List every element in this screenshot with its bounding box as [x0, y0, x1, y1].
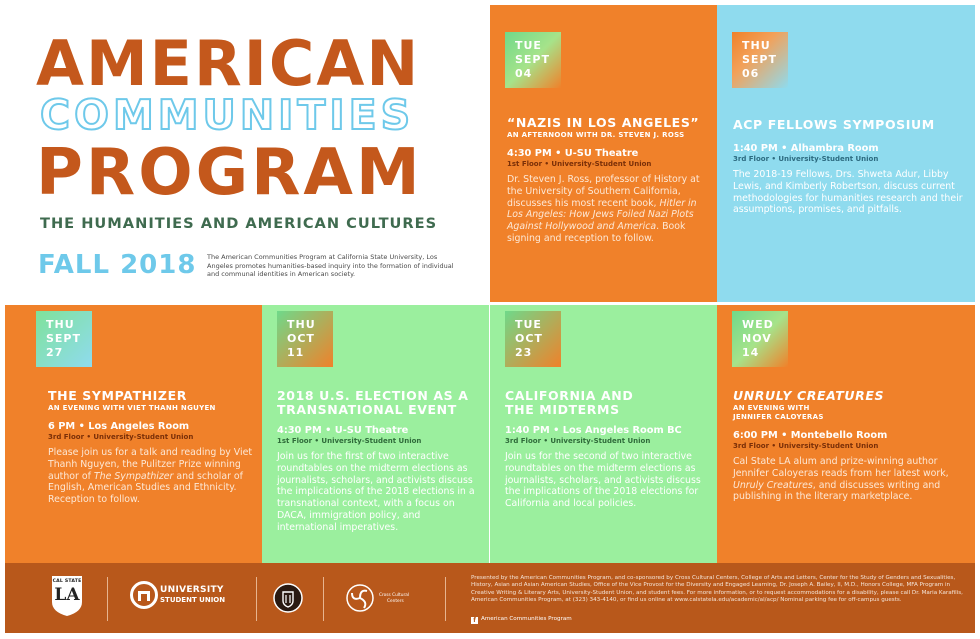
event-card-sept-27 [5, 305, 262, 563]
date-tag [505, 32, 561, 88]
date-month: OCT [287, 332, 315, 345]
event-card-sept-06 [717, 5, 975, 302]
facebook-link[interactable] [471, 616, 572, 624]
calstatela-logo-top: CAL STATE [52, 579, 82, 584]
date-month: NOV [742, 332, 772, 345]
title-communities: COMMUNITIES [40, 91, 415, 139]
date-number: 27 [46, 346, 64, 359]
ccc-logo-line2: Centers [387, 598, 404, 604]
footer-divider [256, 577, 257, 621]
facebook-icon: f [471, 617, 478, 624]
cross-cultural-centers-logo [345, 583, 435, 613]
ccc-logo-line1: Cross Cultural [379, 593, 410, 598]
footer-divider [107, 577, 108, 621]
event-description: The 2018-19 Fellows, Drs. Shweta Adur, Libby Lewis, and Kimberly Robertson, discuss current methodologies for humanities research and their assumptions, promises, and pitfalls. [733, 169, 963, 216]
date-number: 06 [742, 67, 760, 80]
calstatela-logo [50, 574, 84, 618]
event-title: “NAZIS IN LOS ANGELES” [507, 115, 700, 130]
event-subtitle-line2: JENNIFER CALOYERAS [733, 413, 824, 421]
swirl-icon [345, 583, 375, 613]
event-title: UNRULY CREATURES [733, 388, 885, 403]
date-day: THU [287, 318, 316, 331]
event-card-oct-23 [490, 305, 717, 563]
event-title-line1: CALIFORNIA AND [505, 388, 634, 403]
event-title-line2: TRANSNATIONAL EVENT [277, 402, 457, 417]
event-subtitle: AN AFTERNOON WITH DR. STEVEN J. ROSS [507, 131, 685, 139]
date-tag [277, 311, 333, 367]
event-title-line2: THE MIDTERMS [505, 402, 620, 417]
event-time: 6 PM • Los Angeles Room [48, 421, 190, 432]
event-description: Dr. Steven J. Ross, professor of History at the University of Southern California, discusses his most recent book, Hitler in Los Angeles: How Jews Foiled Nazi Plots Against Hollywood and America. Book signing and reception to follow. [507, 174, 700, 244]
event-location: 1st Floor • University-Student Union [507, 160, 652, 168]
event-card-nov-14 [717, 305, 975, 563]
date-number: 23 [515, 346, 533, 359]
event-description: Join us for the first of two interactive roundtables on the midterm elections as journalists, scholars, and activists discuss the implications of the 2018 elections in a transnational context, with a focus on DACA, immigration policy, and international imperatives. [277, 451, 475, 533]
date-day: TUE [515, 39, 542, 52]
date-tag [36, 311, 92, 367]
date-month: SEPT [515, 53, 551, 66]
event-time: 4:30 PM • U-SU Theatre [507, 148, 639, 159]
event-time: 6:00 PM • Montebello Room [733, 430, 888, 441]
event-title: THE SYMPATHIZER [48, 388, 187, 403]
date-number: 14 [742, 346, 760, 359]
date-number: 11 [287, 346, 305, 359]
usu-emblem-icon [130, 581, 158, 609]
date-tag [732, 311, 788, 367]
event-description: Cal State LA alum and prize-winning author Jennifer Caloyeras reads from her latest work, Unruly Creatures, and discusses writing and publishing in the literary marketplace. [733, 456, 949, 503]
event-subtitle-line1: AN EVENING WITH [733, 404, 810, 412]
date-day: THU [742, 39, 771, 52]
date-month: SEPT [46, 332, 82, 345]
title-program: PROGRAM [36, 136, 423, 210]
event-description: Please join us for a talk and reading by Viet Thanh Nguyen, the Pulitzer Prize winning author of The Sympathizer and scholar of English, American Studies and Ethnicity. Reception to follow. [48, 447, 253, 506]
usu-logo [130, 581, 240, 611]
event-card-sept-04 [490, 5, 717, 302]
event-location: 1st Floor • University-Student Union [277, 437, 422, 445]
footer-divider [445, 577, 446, 621]
event-time: 1:40 PM • Los Angeles Room BC [505, 425, 682, 436]
event-time: 4:30 PM • U-SU Theatre [277, 425, 409, 436]
event-time: 1:40 PM • Alhambra Room [733, 143, 879, 154]
event-card-oct-11 [262, 305, 489, 563]
event-title-line1: 2018 U.S. ELECTION AS A [277, 388, 469, 403]
title-american: AMERICAN [36, 27, 421, 100]
date-month: OCT [515, 332, 543, 345]
event-subtitle: AN EVENING WITH VIET THANH NGUYEN [48, 404, 216, 412]
usu-logo-line2: STUDENT UNION [160, 596, 226, 604]
date-month: SEPT [742, 53, 778, 66]
intro-text: The American Communities Program at California State University, Los Angeles promotes humanities-based inquiry into the formation of individual and communal identities in American society. [207, 253, 454, 279]
date-day: WED [742, 318, 774, 331]
footer-sponsors-text: Presented by the American Communities Program, and co-sponsored by Cross Cultural Centers, College of Arts and Letters, Center for the Study of Genders and Sexualities, History, Asian and Asian American Studies, Office of the Vice Provost for the Diversity and Engaged Learning, Dr. Joseph A. Bailey, II, M.D., Honors College, MFA Program in Creative Writing & Literary Arts, University-Student Union, and student fees. For more information, or to request accommodations for a disability, please call Dr. Maria Karafilis, American Communities Program, at (323) 343-4140, or find us online at www.calstatela.edu/academic/al/acp/ Nominal parking fee for off-campus guests. [471, 575, 963, 604]
date-tag [732, 32, 788, 88]
date-day: THU [46, 318, 75, 331]
date-day: TUE [515, 318, 542, 331]
event-description: Join us for the second of two interactive roundtables on the midterm elections as journalists, scholars, and activists discuss the implications of the 2018 elections for California and local policies. [505, 451, 701, 510]
footer-divider [323, 577, 324, 621]
date-tag [505, 311, 561, 367]
college-seal-icon [273, 583, 303, 613]
event-location: 3rd Floor • University-Student Union [48, 433, 194, 441]
date-number: 04 [515, 67, 533, 80]
event-title: ACP FELLOWS SYMPOSIUM [733, 117, 935, 132]
subtitle: THE HUMANITIES AND AMERICAN CULTURES [40, 215, 438, 232]
event-location: 3rd Floor • University-Student Union [505, 437, 651, 445]
facebook-label: American Communities Program [481, 616, 572, 623]
calstatela-logo-mark: LA [54, 585, 80, 605]
usu-logo-line1: UNIVERSITY [160, 585, 224, 595]
event-location: 3rd Floor • University-Student Union [733, 155, 879, 163]
event-location: 3rd Floor • University-Student Union [733, 442, 879, 450]
semester-label: FALL 2018 [38, 250, 197, 280]
